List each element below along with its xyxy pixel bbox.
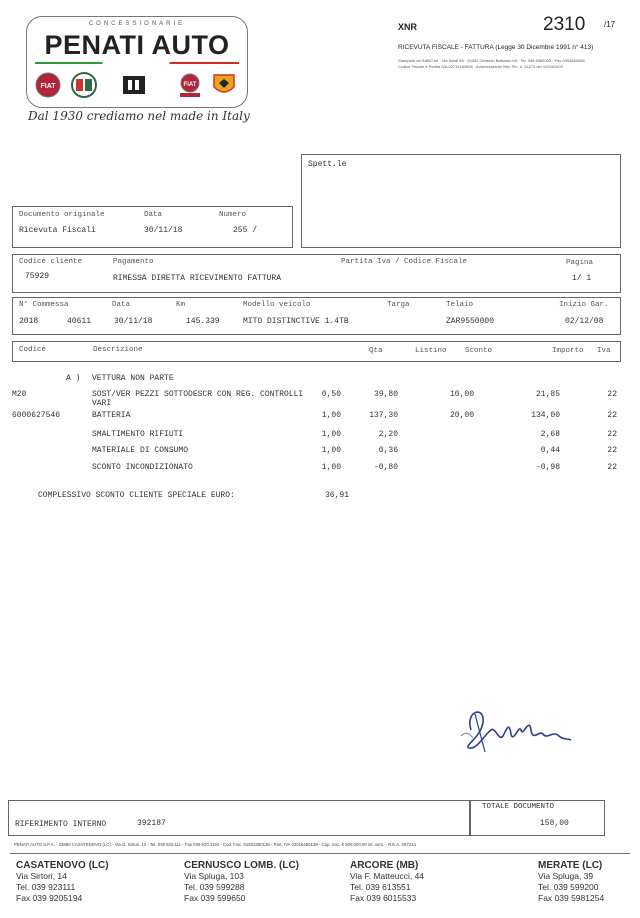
row-code: 6000627546: [12, 411, 61, 420]
doc-type: RICEVUTA FISCALE - FATTURA (Legge 30 Dicembre 1991 n° 413): [398, 44, 594, 51]
branch-city: CERNUSCO LOMB. (LC): [184, 860, 299, 871]
row-amount: -0,98: [535, 463, 560, 472]
signature: [455, 700, 585, 760]
model-value: MITO DISTINCTIVE 1.4TB: [243, 317, 349, 326]
branch-phone: Tel. 039 599200: [538, 882, 599, 892]
abarth-logo-icon: [211, 72, 237, 98]
branch-1: [16, 860, 109, 904]
fine-print-1: Stampato da SABO srl · Via Nardi 65 · 20092 Cinisello Balsamo MI · Tel. 039 6082003 · Fax 0391660008: [398, 58, 585, 63]
chassis-label: Telaio: [446, 301, 474, 309]
branch-street: Via Spluga, 39: [538, 871, 594, 881]
row-amount: 134,00: [531, 411, 560, 420]
alfa-romeo-logo-icon: [71, 72, 97, 98]
fine-print-2: Codice Fiscale e Partita IVA 02731160508 · Autorizzazione Min. Fin. n. 24273 del 12/04/2003: [398, 64, 563, 69]
row-amount: 0,44: [540, 446, 560, 455]
col-code-header: Codice: [19, 346, 47, 354]
warranty-label: Inizio Gar.: [559, 301, 609, 309]
row-description-continued: VARI: [92, 399, 112, 408]
total-label: TOTALE DOCUMENTO: [482, 803, 555, 811]
plate-label: Targa: [387, 301, 410, 309]
col-vat-header: Iva: [597, 347, 611, 355]
recipient-label: Spett.le: [308, 160, 347, 169]
table-header: [12, 341, 621, 362]
row-quantity: 0,50: [321, 390, 341, 399]
branch-fax: Fax 039 5981254: [538, 893, 605, 903]
row-description: MATERIALE DI CONSUMO: [92, 446, 189, 455]
fiat-logo-text: FIAT: [40, 83, 56, 90]
branch-fax: Fax 039 9205194: [16, 893, 83, 903]
order-year-value: 2018: [19, 317, 39, 326]
row-code: M20: [12, 390, 27, 399]
fiat-professional-logo-text: FIAT: [183, 82, 197, 88]
discount-label: COMPLESSIVO SCONTO CLIENTE SPECIALE EURO:: [38, 491, 235, 500]
chassis-value: ZAR9550000: [446, 317, 495, 326]
branch-fax: Fax 039 599650: [184, 893, 246, 903]
row-vat: 22: [607, 463, 617, 472]
branch-phone: Tel. 039 613551: [350, 882, 411, 892]
doc-original-label: Documento originale: [19, 211, 105, 219]
company-name: PENATI AUTO: [44, 30, 230, 60]
payment-label: Pagamento: [113, 258, 154, 266]
branch-2: [184, 860, 299, 904]
warranty-value: 02/12/08: [565, 317, 604, 326]
branch-city: CASATENOVO (LC): [16, 860, 109, 871]
company-logo: [26, 16, 248, 108]
model-label: Modello veicolo: [243, 301, 311, 309]
branch-city: ARCORE (MB): [350, 860, 419, 871]
row-quantity: 1,00: [321, 446, 341, 455]
row-quantity: 1,00: [321, 463, 341, 472]
recipient-box: [301, 154, 621, 248]
vehicle-date-value: 30/11/18: [114, 317, 153, 326]
row-description: BATTERIA: [92, 411, 131, 420]
total-box: [469, 800, 605, 836]
doc-year: /17: [604, 20, 616, 29]
italian-flag-stripe: [35, 62, 239, 64]
section-marker: A ): [66, 374, 81, 383]
row-description: SMALTIMENTO RIFIUTI: [92, 430, 184, 439]
row-quantity: 1,00: [321, 411, 341, 420]
page-value: 1/ 1: [572, 274, 592, 283]
row-discount: 20,00: [449, 411, 474, 420]
km-label: Km: [176, 301, 186, 309]
row-list-price: 137,30: [369, 411, 398, 420]
branch-phone: Tel. 039 599288: [184, 882, 245, 892]
row-amount: 2,68: [540, 430, 560, 439]
client-code-value: 75929: [25, 272, 50, 281]
branch-phone: Tel. 039 923111: [16, 882, 76, 892]
order-number-value: 40611: [67, 317, 92, 326]
row-list-price: 0,36: [378, 446, 398, 455]
page-label: Pagina: [566, 259, 594, 267]
lancia-logo-icon: [121, 72, 147, 98]
fiat-logo-icon: [35, 72, 61, 98]
section-title: VETTURA NON PARTE: [92, 374, 174, 383]
branch-street: Via F. Matteucci, 44: [350, 871, 425, 881]
doc-number: 2310: [543, 14, 586, 35]
row-vat: 22: [607, 411, 617, 420]
reference-box: [8, 800, 471, 836]
doc-date-value: 30/11/18: [144, 226, 183, 235]
col-amount-header: Importo: [552, 347, 584, 355]
doc-number-label: Numero: [219, 211, 247, 219]
reference-value: 392187: [137, 819, 166, 828]
col-list-header: Listino: [415, 347, 447, 355]
signature-text: Celasnteta: [455, 700, 462, 701]
footer-divider: [10, 853, 630, 854]
branch-fax: Fax 039 6015533: [350, 893, 417, 903]
reference-label: RIFERIMENTO INTERNO: [15, 820, 107, 829]
payment-value: RIMESSA DIRETTA RICEVIMENTO FATTURA: [113, 274, 282, 283]
footer-legal: PENATI AUTO S.P.A. - 23880 CASATENOVO (LC) - Via G. Sirtori, 14 - Tel. 039 923.111 - Fax 039 920.1194 - Cod. Fisc. 01503260135 - Part. IVA 02016450138 - Cap. Soc. € 500.000,00 int. vers. - R.E.A. 267214: [14, 842, 416, 847]
row-description: SCONTO INCONDIZIONATO: [92, 463, 193, 472]
client-code-label: Codice cliente: [19, 258, 83, 266]
branch-3: [350, 860, 424, 904]
fiat-professional-logo-icon: [177, 72, 203, 98]
client-box: [12, 254, 621, 293]
company-label: CONCESSIONARIE: [88, 21, 186, 27]
col-qty-header: Qta: [369, 347, 383, 355]
slogan: Dal 1930 crediamo nel made in Italy: [28, 109, 250, 123]
row-quantity: 1,00: [321, 430, 341, 439]
row-discount: 10,00: [449, 390, 474, 399]
vat-code-label: Partita Iva / Codice Fiscale: [341, 258, 468, 266]
branch-street: Via Sirtori, 14: [16, 871, 67, 881]
col-disc-header: Sconto: [465, 347, 493, 355]
discount-value: 36,91: [325, 491, 350, 500]
row-vat: 22: [607, 390, 617, 399]
branch-4: [538, 860, 604, 904]
doc-number-value: 255 /: [233, 226, 258, 235]
doc-date-label: Data: [144, 211, 163, 219]
branch-city: MERATE (LC): [538, 860, 603, 871]
row-list-price: 2,20: [378, 430, 398, 439]
row-vat: 22: [607, 446, 617, 455]
row-vat: 22: [607, 430, 617, 439]
col-desc-header: Descrizione: [93, 346, 143, 354]
row-list-price: -0,80: [373, 463, 398, 472]
km-value: 145.339: [186, 317, 220, 326]
order-label: N° Commessa: [19, 301, 69, 309]
vehicle-date-label: Data: [112, 301, 131, 309]
row-description: SOST/VER PEZZI SOTTODESCR CON REG. CONTROLLI: [92, 390, 304, 399]
doc-original-value: Ricevuta Fiscali: [19, 226, 96, 235]
row-amount: 21,85: [535, 390, 560, 399]
doc-series: XNR: [398, 22, 418, 32]
vehicle-box: [12, 297, 621, 335]
branch-street: Via Spluga, 103: [184, 871, 244, 881]
row-list-price: 39,80: [373, 390, 398, 399]
total-value: 158,00: [540, 819, 569, 828]
doc-info-box: [12, 206, 293, 248]
